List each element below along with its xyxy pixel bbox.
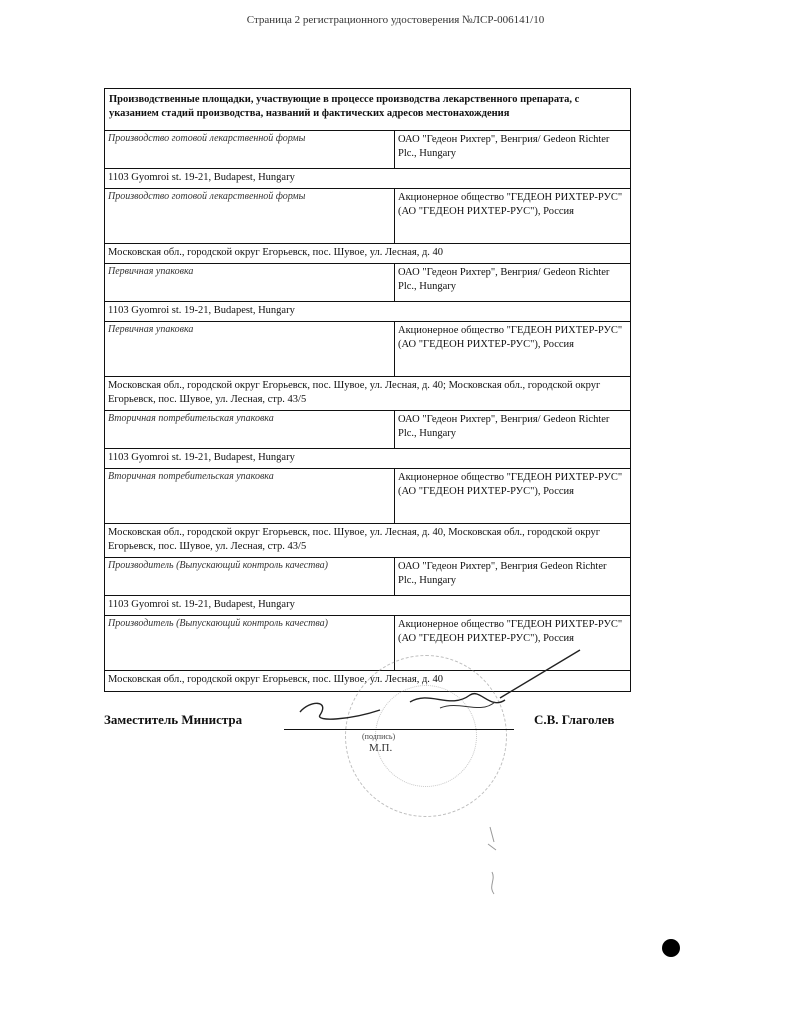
address-row	[105, 302, 630, 322]
address-row	[105, 596, 630, 616]
address-cell: 1103 Gyomroi st. 19-21, Budapest, Hungary	[108, 599, 295, 610]
address-cell: 1103 Gyomroi st. 19-21, Budapest, Hungary	[108, 452, 295, 463]
address-row	[105, 169, 630, 189]
company-cell: Акционерное общество "ГЕДЕОН РИХТЕР-РУС" (АО "ГЕДЕОН РИХТЕР-РУС"), Россия	[398, 325, 623, 350]
margin-scribble	[478, 822, 508, 902]
stage-cell: Производитель (Выпускающий контроль качества)	[105, 616, 395, 670]
table-row	[105, 469, 630, 524]
signature-block	[104, 706, 644, 766]
table-row	[105, 411, 630, 449]
stage-cell: Первичная упаковка	[105, 264, 395, 301]
table-header: Производственные площадки, участвующие в процессе производства лекарственного препарата, с указанием стадий производства, названий и фактических адресов местонахождения	[105, 89, 630, 131]
address-cell: Московская обл., городской округ Егорьевск, пос. Шувое, ул. Лесная, д. 40	[108, 247, 444, 258]
stage-cell: Производитель (Выпускающий контроль качества)	[105, 558, 395, 595]
stage-cell: Производство готовой лекарственной формы	[105, 131, 395, 168]
stamp-place-label: М.П.	[369, 742, 393, 754]
address-row	[105, 377, 630, 411]
table-row	[105, 558, 630, 596]
stage-cell: Вторичная потребительская упаковка	[105, 469, 395, 523]
signature-sublabel: (подпись)	[362, 732, 396, 741]
address-row	[105, 244, 630, 264]
stage-cell: Вторичная потребительская упаковка	[105, 411, 395, 448]
stage-cell: Производство готовой лекарственной формы	[105, 189, 395, 243]
table-row	[105, 189, 630, 244]
company-cell: Акционерное общество "ГЕДЕОН РИХТЕР-РУС" (АО "ГЕДЕОН РИХТЕР-РУС"), Россия	[398, 619, 623, 644]
table-row	[105, 322, 630, 377]
address-cell: 1103 Gyomroi st. 19-21, Budapest, Hungary	[108, 172, 295, 183]
stage-cell: Первичная упаковка	[105, 322, 395, 376]
company-cell: ОАО "Гедеон Рихтер", Венгрия/ Gedeon Richter Plc., Hungary	[398, 267, 610, 292]
address-cell: 1103 Gyomroi st. 19-21, Budapest, Hungary	[108, 305, 295, 316]
company-cell: Акционерное общество "ГЕДЕОН РИХТЕР-РУС" (АО "ГЕДЕОН РИХТЕР-РУС"), Россия	[398, 472, 623, 497]
address-row	[105, 524, 630, 558]
signer-name: С.В. Глаголев	[534, 712, 615, 727]
black-dot-mark	[662, 939, 680, 957]
company-cell: ОАО "Гедеон Рихтер", Венгрия/ Gedeon Richter Plc., Hungary	[398, 414, 610, 439]
address-cell: Московская обл., городской округ Егорьевск, пос. Шувое, ул. Лесная, д. 40; Московская обл., городской округ Егорьевск, пос. Шувое, ул. Лесная, стр. 43/5	[108, 380, 601, 405]
page-header: Страница 2 регистрационного удостоверения №ЛСР-006141/10	[246, 14, 545, 26]
address-cell: Московская обл., городской округ Егорьевск, пос. Шувое, ул. Лесная, д. 40, Московская обл., городской округ Егорьевск, пос. Шувое, ул. Лесная, стр. 43/5	[108, 527, 601, 552]
signature-line	[284, 729, 514, 730]
production-sites-table	[104, 88, 631, 692]
signer-title: Заместитель Министра	[104, 712, 243, 727]
table-row	[105, 131, 630, 169]
company-cell: Акционерное общество "ГЕДЕОН РИХТЕР-РУС" (АО "ГЕДЕОН РИХТЕР-РУС"), Россия	[398, 192, 623, 217]
company-cell: ОАО "Гедеон Рихтер", Венгрия/ Gedeon Richter Plc., Hungary	[398, 134, 610, 159]
company-cell: ОАО "Гедеон Рихтер", Венгрия Gedeon Richter Plc., Hungary	[398, 561, 607, 586]
table-row	[105, 264, 630, 302]
address-cell: Московская обл., городской округ Егорьевск, пос. Шувое, ул. Лесная, д. 40	[108, 674, 444, 685]
address-row	[105, 449, 630, 469]
